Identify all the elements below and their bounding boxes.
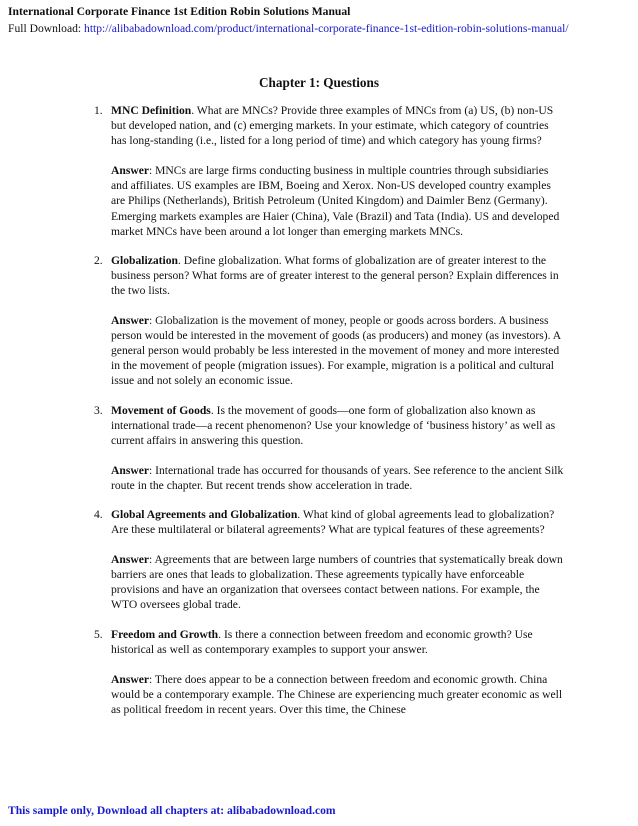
question-number: 4. <box>94 507 103 521</box>
answer-text <box>111 163 565 238</box>
answer-body: : International trade has occurred for thousands of years. See reference to the ancient Silk route in the chapter. But recent trends show acceleration in trade. <box>111 463 564 492</box>
question-body: . What kind of global agreements lead to globalization? Are these multilateral or bilateral agreements? What are typical features of these agreements? <box>111 507 555 537</box>
question-title: Freedom and Growth <box>111 627 219 641</box>
download-label: Full Download: <box>8 22 82 35</box>
question-body: . What are MNCs? Provide three examples of MNCs from (a) US, (b) non-US but developed nation, and (c) emerging markets. In your estimate, which category of countries has long-standing (i.e., listed for a long period of time) and which category has young firms? <box>111 104 554 148</box>
question-item <box>85 627 565 717</box>
question-number: 5. <box>94 627 103 641</box>
question-item <box>85 403 565 493</box>
download-line <box>8 20 634 37</box>
answer-label: Answer <box>111 314 149 328</box>
answer-label: Answer <box>111 463 149 477</box>
question-body: . Is the movement of goods—one form of globalization also known as international trade—a recent phenomenon? Use your knowledge of ‘business history’ as well as current affairs in answering this question. <box>111 403 556 447</box>
question-text <box>111 103 565 148</box>
download-footer-link[interactable]: This sample only, Download all chapters at: alibabadownload.com <box>8 804 336 817</box>
answer-body: : MNCs are large firms conducting business in multiple countries through subsidiaries and affiliates. US examples are IBM, Boeing and Xerox. Non-US developed country examples are Philips (Netherlands), British Petroleum (United Kingdom) and Daimler Benz (Germany). Emerging markets examples are Haier (China), Vale (Brazil) and Tata (India). US and developed market MNCs have been around a lot longer than emerging markets MNCs. <box>111 164 560 238</box>
answer-label: Answer <box>111 672 149 686</box>
answer-body: : Globalization is the movement of money, people or goods across borders. A business person would be interested in the movement of goods (as producers) and money (as investors). A general person would probably be less interested in the movement of money and more interested in the movement of people (migration issues). For example, migration is a political and cultural issue and not solely an economic issue. <box>111 314 561 388</box>
answer-text <box>111 552 565 612</box>
answer-text <box>111 463 565 493</box>
answer-label: Answer <box>111 164 149 178</box>
question-title: Globalization <box>111 253 178 267</box>
question-number: 2. <box>94 253 103 267</box>
question-title: MNC Definition <box>111 104 192 117</box>
answer-body: : Agreements that are between large numbers of countries that systematically break down barriers are ones that leads to globalization. These agreements typically have enforceable provisions and have an organization that oversees contact between nations. For example, the WTO oversees global trade. <box>111 553 563 612</box>
download-link[interactable]: http://alibabadownload.com/product/international-corporate-finance-1st-edition-robin-solutions-manual/ <box>84 22 569 35</box>
question-item <box>85 507 565 613</box>
question-number: 3. <box>94 403 103 417</box>
answer-label: Answer <box>111 553 149 567</box>
question-text <box>111 627 565 657</box>
answer-text <box>111 672 565 717</box>
question-body: . Is there a connection between freedom and economic growth? Use historical as well as contemporary examples to support your answer. <box>111 627 533 656</box>
answer-text <box>111 313 565 388</box>
question-text <box>111 507 565 537</box>
question-item <box>85 103 565 239</box>
question-body: . Define globalization. What forms of globalization are of greater interest to the business person? What forms are of greater interest to the general person? Explain differences in the two lists. <box>111 253 559 297</box>
chapter-title: Chapter 1: Questions <box>259 75 379 90</box>
question-item <box>85 253 565 389</box>
page-header <box>8 3 634 37</box>
question-title: Global Agreements and Globalization <box>111 507 298 521</box>
question-number: 1. <box>94 104 103 117</box>
question-text <box>111 253 565 298</box>
question-text <box>111 403 565 448</box>
question-list <box>85 103 565 731</box>
answer-body: : There does appear to be a connection between freedom and economic growth. China would be a contemporary example. The Chinese are experiencing much greater economic as well as political freedom in recent years. Over this time, the Chinese <box>111 672 563 716</box>
question-title: Movement of Goods <box>111 403 211 417</box>
document-title: International Corporate Finance 1st Edition Robin Solutions Manual <box>8 5 351 18</box>
